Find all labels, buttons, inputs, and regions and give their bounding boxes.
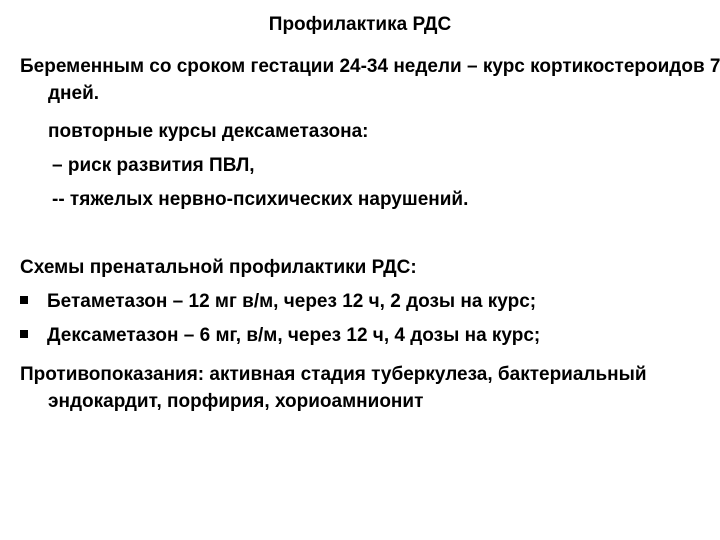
line-risk-pvl: – риск развития ПВЛ, bbox=[52, 155, 255, 176]
line-risk-neuro: -- тяжелых нервно-психических нарушений. bbox=[52, 189, 469, 210]
line-repeat-courses: повторные курсы дексаметазона: bbox=[48, 121, 369, 142]
list-item-text: Бетаметазон – 12 мг в/м, через 12 ч, 2 дозы на курс; bbox=[47, 291, 537, 312]
list-item bbox=[20, 288, 710, 315]
schemes-heading: Схемы пренатальной профилактики РДС: bbox=[20, 257, 417, 278]
list-item-text: Дексаметазон – 6 мг, в/м, через 12 ч, 4 дозы на курс; bbox=[47, 325, 541, 346]
square-bullet-icon bbox=[20, 296, 28, 304]
list-item bbox=[20, 322, 710, 349]
paragraph-course: Беременным со сроком гестации 24-34 недели – курс кортикостероидов 7 дней. bbox=[20, 56, 720, 104]
slide-title: Профилактика РДС bbox=[268, 14, 452, 35]
paragraph-contraindications: Противопоказания: активная стадия туберкулеза, бактериальный эндокардит, порфирия, хориоамнионит bbox=[20, 364, 647, 412]
square-bullet-icon bbox=[20, 330, 28, 338]
